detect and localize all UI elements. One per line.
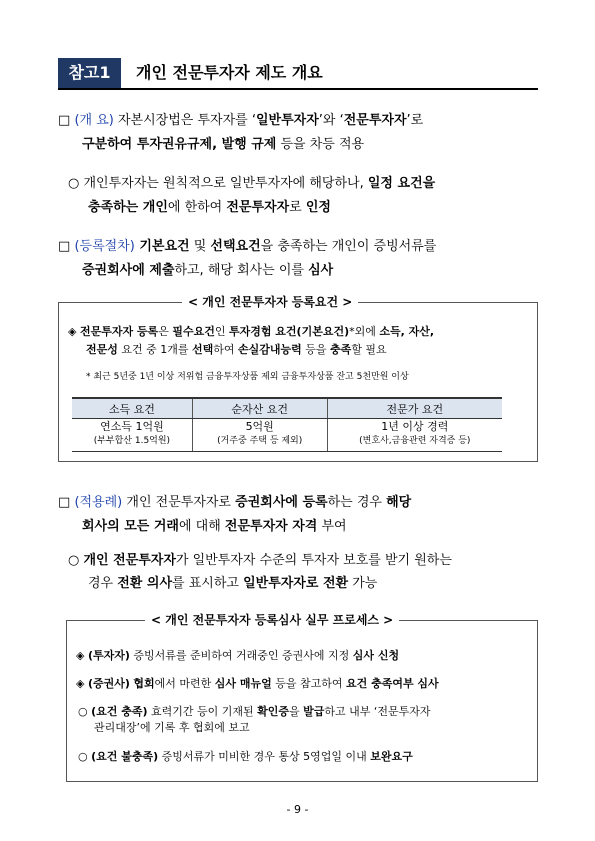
table-cell xyxy=(72,419,192,452)
text: 가 일반투자자 수준의 투자자 보호를 받기 원하는 xyxy=(175,553,452,568)
text: *외에 xyxy=(349,325,380,338)
text: 할 필요 xyxy=(351,343,387,356)
text: 전문투자자 자격 xyxy=(224,519,318,534)
title-underline xyxy=(58,88,538,90)
text: 가능 xyxy=(348,576,378,591)
text: 증권회사에 등록 xyxy=(235,495,328,510)
text: 전문성 xyxy=(86,343,118,356)
diamond-bullet-icon: ◈ xyxy=(68,325,77,338)
text: 기본요건 xyxy=(134,239,190,254)
text: 해당 xyxy=(386,495,412,510)
text: 를 표시하고 xyxy=(172,576,244,591)
text: 요건 충족여부 심사 xyxy=(346,677,439,690)
application-sub-line1 xyxy=(68,552,452,570)
diamond-bullet-icon: ◈ xyxy=(76,649,85,662)
text: 하고, 해당 회사는 이를 xyxy=(174,263,309,278)
section-registration-line1 xyxy=(58,238,436,256)
table-cell xyxy=(192,419,327,452)
text: 일정 요건을 xyxy=(367,176,436,191)
text: (증권사) xyxy=(87,677,130,690)
circle-bullet-icon: ○ xyxy=(78,750,88,763)
application-sub-line2 xyxy=(88,575,377,593)
text: 효력기간 등이 기재된 xyxy=(147,705,258,718)
text: 투자경험 요건(기본요건) xyxy=(228,325,350,338)
text: 심사 매뉴얼 xyxy=(214,677,272,690)
text: 등을 차등 적용 xyxy=(276,137,365,152)
footnote: * 최근 5년중 1년 이상 저위험 금융투자상품 제외 금융투자상품 잔고 5천만원 이상 xyxy=(86,372,409,382)
square-bullet-icon: □ xyxy=(58,495,71,510)
text: 개인투자자는 원칙적으로 일반투자자에 해당하나, xyxy=(83,176,368,191)
text: 전문투자자 xyxy=(226,200,290,215)
text: 심사 신청 xyxy=(352,649,400,662)
text: 전문투자자 xyxy=(343,113,407,128)
circle-bullet-icon: ○ xyxy=(78,705,88,718)
overview-sub-line2 xyxy=(88,199,331,217)
text: 심사 xyxy=(308,263,334,278)
table-cell xyxy=(327,419,502,452)
text: 개인 전문투자자 xyxy=(83,553,176,568)
cell-main: 1년 이상 경력 xyxy=(381,420,449,433)
text: 하고 내부 ‘전문투자자 xyxy=(324,705,431,718)
text: 손실감내능력 xyxy=(238,343,302,356)
text: 일반투자자 xyxy=(255,113,319,128)
table-header: 전문가 요건 xyxy=(327,398,502,419)
cell-main: 연소득 1억원 xyxy=(100,420,164,433)
text: 증권회사에 제출 xyxy=(82,263,175,278)
text: 전환 의사 xyxy=(117,576,173,591)
page-title: 개인 전문투자자 제도 개요 xyxy=(136,63,323,82)
process-item-satisfied-line2: 관리대장’에 기록 후 협회에 보고 xyxy=(94,721,250,734)
text: 협회 xyxy=(133,677,155,690)
text: 자본시장법은 투자자를 ‘ xyxy=(117,113,256,128)
text: 보완요구 xyxy=(370,750,413,763)
text: 소득, 자산, xyxy=(379,325,435,338)
text: 요건 중 1개를 xyxy=(117,343,193,356)
process-item-broker xyxy=(76,676,439,691)
text: 확인증 xyxy=(257,705,290,718)
text: 인 xyxy=(214,325,229,338)
process-item-unsatisfied xyxy=(78,749,413,764)
text: ’와 ‘ xyxy=(318,113,344,128)
text: 등을 xyxy=(301,343,331,356)
section-application-line1 xyxy=(58,494,411,512)
diamond-bullet-icon: ◈ xyxy=(76,677,85,690)
text: ’로 xyxy=(406,113,424,128)
text: 개인 전문투자자로 xyxy=(122,495,236,510)
box-title: < 개인 전문투자자 등록심사 실무 프로세스 > xyxy=(145,612,399,628)
text: 발급 xyxy=(303,705,325,718)
text: 등을 참고하여 xyxy=(271,677,347,690)
circle-bullet-icon: ○ xyxy=(68,553,80,568)
section-registration-line2 xyxy=(82,262,333,280)
section-overview-line1 xyxy=(58,112,423,130)
text: 구분하여 투자권유규제, 발행 규제 xyxy=(82,137,277,152)
text: (투자자) xyxy=(87,649,130,662)
box-title: < 개인 전문투자자 등록요건 > xyxy=(182,294,358,310)
table-header: 소득 요건 xyxy=(72,398,192,419)
text: 충족하는 개인 xyxy=(88,200,168,215)
reference-badge: 참고1 xyxy=(58,58,121,88)
text: 충족 xyxy=(330,343,352,356)
text: 경우 xyxy=(88,576,118,591)
requirements-table xyxy=(72,397,502,452)
section-tag: (적용례) xyxy=(74,495,123,510)
text: 을 xyxy=(289,705,304,718)
text: 에서 마련한 xyxy=(154,677,215,690)
table-header: 순자산 요건 xyxy=(192,398,327,419)
section-tag: (등록절차) xyxy=(74,239,135,254)
process-item-investor xyxy=(76,648,399,663)
text: 및 xyxy=(189,239,211,254)
cell-sub: (변호사,금융관련 자격증 등) xyxy=(359,436,471,446)
circle-bullet-icon: ○ xyxy=(68,176,80,191)
text: 인정 xyxy=(305,200,331,215)
text: 필수요건 xyxy=(172,325,215,338)
requirements-line2 xyxy=(86,342,387,357)
text: 은 xyxy=(158,325,173,338)
page-number: - 9 - xyxy=(286,803,309,816)
square-bullet-icon: □ xyxy=(58,239,71,254)
text: 하여 xyxy=(213,343,239,356)
text: 을 충족하는 개인이 증빙서류를 xyxy=(260,239,437,254)
text: (요건 불충족) xyxy=(91,750,159,763)
overview-sub-line1 xyxy=(68,175,435,193)
text: (요건 충족) xyxy=(91,705,148,718)
section-tag: (개 요) xyxy=(74,113,114,128)
section-overview-line2 xyxy=(82,136,364,154)
text: 일반투자자로 전환 xyxy=(243,576,349,591)
requirements-line1 xyxy=(68,324,434,339)
text: 로 xyxy=(289,200,306,215)
process-item-satisfied-line1 xyxy=(78,704,431,719)
table-row xyxy=(72,419,502,452)
cell-main: 5억원 xyxy=(245,420,274,433)
square-bullet-icon: □ xyxy=(58,113,71,128)
text: 전문투자자 등록 xyxy=(79,325,159,338)
text: 에 한하여 xyxy=(167,200,227,215)
text: 증빙서류가 미비한 경우 통상 5영업일 이내 xyxy=(158,750,371,763)
text: 선택 xyxy=(192,343,214,356)
table-header-row xyxy=(72,398,502,419)
text: 에 대해 xyxy=(178,519,225,534)
text: 선택요건 xyxy=(210,239,261,254)
cell-sub: (거주중 주택 등 제외) xyxy=(217,436,303,446)
section-application-line2 xyxy=(82,518,347,536)
text: 하는 경우 xyxy=(327,495,387,510)
cell-sub: (부부합산 1.5억원) xyxy=(93,436,171,446)
text: 증빙서류를 준비하여 거래중인 증권사에 지정 xyxy=(129,649,353,662)
text: 회사의 모든 거래 xyxy=(82,519,179,534)
text: 부여 xyxy=(317,519,347,534)
